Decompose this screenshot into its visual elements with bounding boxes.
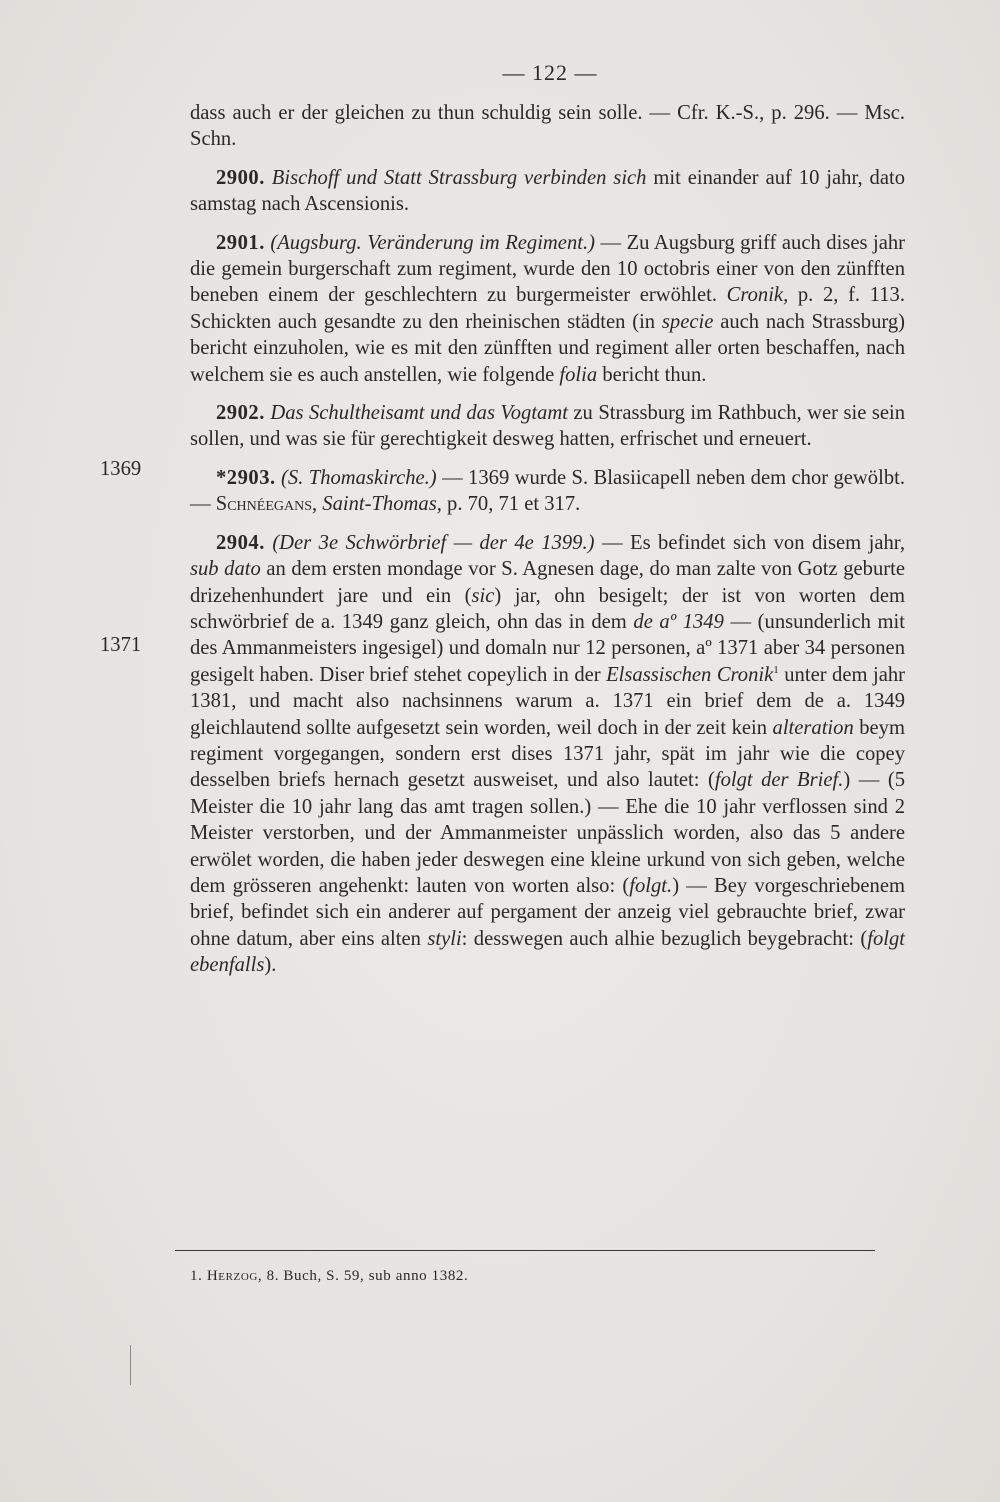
cronik-ref: Cronik, (726, 284, 789, 307)
footnote-text: 8. Buch, S. 59, sub anno 1382. (262, 1268, 469, 1284)
entry-2904 (190, 530, 905, 979)
italic-term: sub dato (190, 558, 261, 581)
entry-title: (Der 3e Schwörbrief — der 4e 1399.) (272, 531, 595, 554)
entry-title: Bischoff und Statt Strassburg verbinden sich (271, 166, 647, 189)
entry-number: 2901. (216, 231, 265, 254)
italic-term: folgt ebenfalls (190, 927, 905, 977)
entry-number: 2904. (216, 531, 265, 554)
entry-2900 (190, 165, 905, 218)
entry-text: — 1369 wurde S. Blasiicapell neben dem chor gewölbt. — (190, 466, 905, 516)
footnote-author: Herzog, (206, 1268, 263, 1284)
italic-term: specie (661, 310, 714, 333)
entry-text: p. 70, 71 et 317. (441, 493, 581, 516)
entry-text: ). (264, 954, 277, 977)
entry-text: bericht thun. (597, 363, 707, 386)
entry-text: ) — Bey vorgeschriebenem brief, befindet sich ein anderer auf pergament der anzeig viel gebrauchte brief, zwar ohne datum, aber eins alten (190, 874, 905, 950)
body-text (190, 100, 905, 991)
margin-year-1369: 1369 (100, 458, 142, 480)
entry-text: mit einander auf 10 jahr, dato samstag nach Ascensionis. (190, 166, 905, 216)
entry-number: *2903. (216, 466, 276, 489)
entry-text: — Es befindet sich von disem jahr, (594, 531, 905, 554)
footnote-number: 1. (190, 1268, 203, 1284)
entry-number: 2900. (216, 166, 265, 189)
margin-year-1371: 1371 (100, 634, 142, 656)
work-title: Elsassischen Cronik (606, 663, 774, 686)
entry-number: 2902. (216, 402, 265, 425)
italic-term: alteration (772, 716, 854, 739)
italic-term: styli (427, 927, 462, 950)
work-title: Saint-Thomas, (317, 493, 442, 516)
entry-title: (S. Thomaskirche.) (281, 466, 437, 489)
footnote-divider (175, 1250, 875, 1251)
footnote (190, 1268, 468, 1285)
entry-text: ) — (5 Meister die 10 jahr lang das amt tragen sollen.) — Ehe die 10 jahr verflossen sind 2 Meister verstorben, und der Ammanmeister unpässlich worden, also das 5 andere erwölet worden, die haben jeder deswegen eine kleine urkund von sich geben, welche dem grösseren angehenkt: lauten von worten also: ( (190, 769, 905, 897)
italic-term: sic (471, 584, 495, 607)
entry-text: zu Strassburg im Rathbuch, wer sie sein sollen, und was sie für gerechtigkeit desweg hatten, erfrischet und erneuert. (190, 402, 905, 451)
italic-term: folia (559, 363, 598, 386)
italic-term: de aº 1349 (633, 610, 724, 633)
entry-2902 (190, 400, 905, 453)
entry-title: Das Schultheisamt und das Vogtamt (270, 402, 568, 425)
continuation-paragraph: dass auch er der gleichen zu thun schuldig sein solle. — Cfr. K.-S., p. 296. — Msc. Schn. (190, 102, 905, 151)
entry-title: (Augsburg. Veränderung im Regiment.) (270, 231, 595, 254)
entry-text: unter dem jahr 1381, und macht also nachsinnens warum a. 1371 ein brief dem de a. 1349 gleichlautend sollte aufgesetzt sein worden, weil doch in der zeit kein (190, 663, 906, 739)
entry-text: — Zu Augsburg griff auch dises jahr die gemein burgerschaft zum regiment, wurde den 10 octobris einer von den zünfften beneben einem der geschlechtern zu burgermeister erwöhlet. (190, 231, 905, 307)
page-number: — 122 — (502, 60, 598, 85)
entry-2903 (190, 465, 905, 518)
entry-text: beym regiment vorgegangen, sondern erst dises 1371 jahr, spät im jahr wie die copey desselben briefs hernach gesetzt ausweiset, und also lautet: ( (190, 716, 905, 792)
entry-2901 (190, 230, 905, 388)
entry-text: auch nach Strassburg) bericht einzuholen, wie es mit den zünfften und regiment aller orten beschaffen, nach welchem sie es auch anstellen, wie folgende (190, 310, 906, 386)
entry-text: : desswegen auch alhie bezuglich beygebracht: ( (461, 927, 868, 950)
author-name: Schnéegans, (215, 493, 318, 516)
footnote-marker: 1 (773, 663, 779, 676)
entry-text: ) jar, ohn besigelt; der ist von worten dem schwörbrief de a. 1349 ganz gleich, ohn das in dem (190, 584, 905, 633)
italic-term: folgt. (629, 874, 673, 897)
entry-text: — (unsunderlich mit des Ammanmeisters ingesigel) und domaln nur 12 personen, aº 1371 aber 34 personen gesigelt haben. Diser brief stehet copeylich in der (190, 610, 905, 686)
scan-mark (130, 1345, 132, 1385)
italic-term: folgt der Brief. (714, 769, 844, 792)
entry-text: an dem ersten mondage vor S. Agnesen dage, do man zalte von Gotz geburte drizehenhundert jare und ein ( (190, 558, 905, 607)
entry-text: p. 2, f. 113. Schickten auch gesandte zu den rheinischen städten (in (190, 284, 906, 333)
